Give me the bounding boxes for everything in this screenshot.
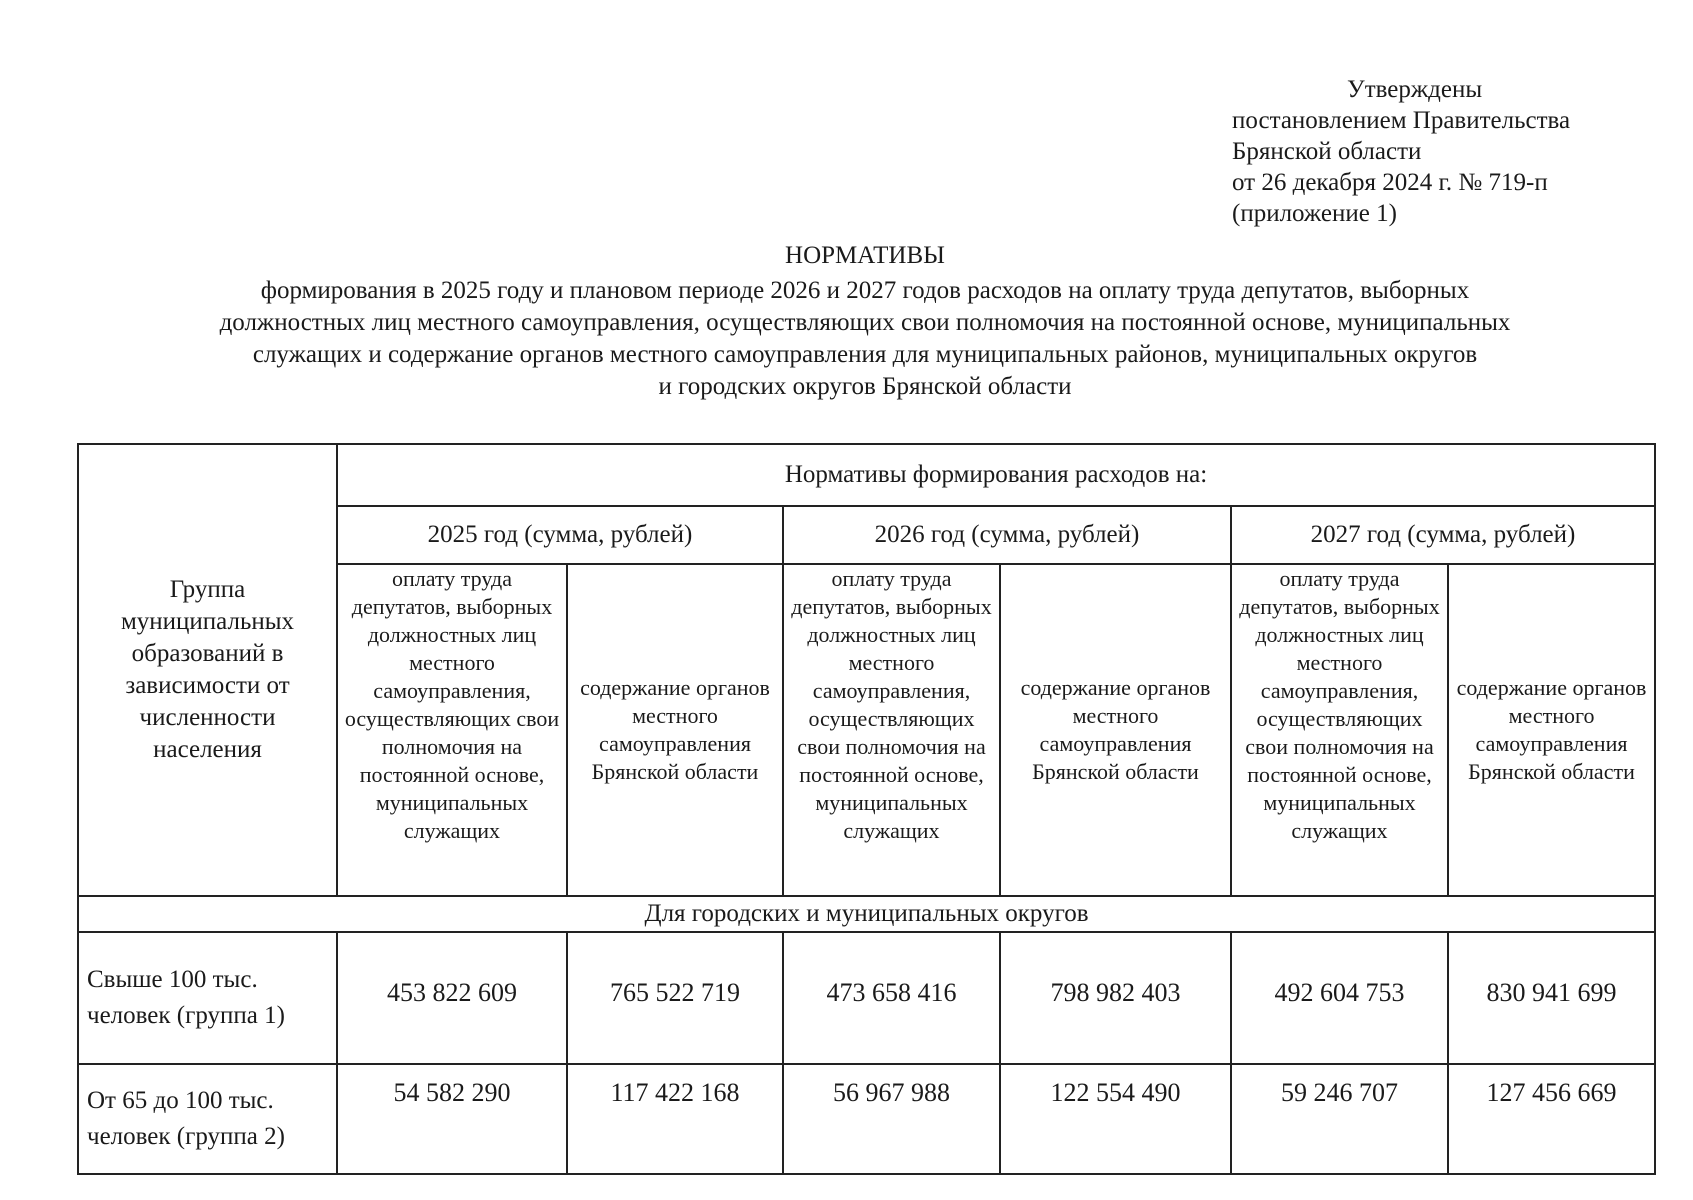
value-cell: 56 967 988	[783, 1064, 1000, 1174]
labor-header-2025: оплату труда депутатов, выборных должностных лиц местного самоуправления, осуществляющих свои полномочия на постоянной основе, муниципальных служащих	[337, 564, 567, 896]
value-cell: 117 422 168	[567, 1064, 783, 1174]
table-row	[78, 932, 1655, 1064]
group-header: Группа муниципальных образований в зависимости от численности населения	[78, 444, 337, 896]
maintenance-header-2025: содержание органов местного самоуправления Брянской области	[567, 564, 783, 896]
approval-line: Брянской области	[1232, 138, 1422, 165]
value-cell: 830 941 699	[1448, 932, 1655, 1064]
subtitle-line: и городских округов Брянской области	[658, 373, 1072, 400]
maintenance-header-2027: содержание органов местного самоуправления Брянской области	[1448, 564, 1655, 896]
value-cell: 59 246 707	[1231, 1064, 1448, 1174]
value-cell: 453 822 609	[337, 932, 567, 1064]
main-header: Нормативы формирования расходов на:	[337, 444, 1655, 506]
norms-table	[77, 443, 1656, 1175]
approval-date-line: от 26 декабря 2024 г. № 719-п	[1232, 169, 1548, 196]
table-row	[78, 1064, 1655, 1174]
value-cell: 798 982 403	[1000, 932, 1231, 1064]
approval-appendix-line: (приложение 1)	[1232, 200, 1397, 227]
value-cell: 122 554 490	[1000, 1064, 1231, 1174]
approval-block	[1232, 74, 1672, 229]
year-header-2026: 2026 год (сумма, рублей)	[783, 506, 1231, 564]
approval-line: постановлением Правительства	[1232, 107, 1571, 134]
maintenance-header-2026: содержание органов местного самоуправления Брянской области	[1000, 564, 1231, 896]
subtitle-line: должностных лиц местного самоуправления, осуществляющих свои полномочия на постоянной основе, муниципальных	[219, 309, 1511, 336]
subtitle-line: служащих и содержание органов местного самоуправления для муниципальных районов, муниципальных округов	[252, 341, 1478, 368]
labor-header-2026: оплату труда депутатов, выборных должностных лиц местного самоуправления, осуществляющих свои полномочия на постоянной основе, муниципальных служащих	[783, 564, 1000, 896]
year-header-2027: 2027 год (сумма, рублей)	[1231, 506, 1655, 564]
document-title: НОРМАТИВЫ	[785, 242, 945, 269]
group-label: От 65 до 100 тыс. человек (группа 2)	[78, 1064, 337, 1174]
value-cell: 127 456 669	[1448, 1064, 1655, 1174]
value-cell: 492 604 753	[1231, 932, 1448, 1064]
year-header-2025: 2025 год (сумма, рублей)	[337, 506, 783, 564]
group-label: Свыше 100 тыс. человек (группа 1)	[78, 932, 337, 1064]
value-cell: 765 522 719	[567, 932, 783, 1064]
value-cell: 473 658 416	[783, 932, 1000, 1064]
value-cell: 54 582 290	[337, 1064, 567, 1174]
subtitle-line: формирования в 2025 году и плановом периоде 2026 и 2027 годов расходов на оплату труда депутатов, выборных	[260, 277, 1470, 304]
section-header: Для городских и муниципальных округов	[78, 896, 1655, 932]
document-subtitle	[120, 275, 1610, 403]
labor-header-2027: оплату труда депутатов, выборных должностных лиц местного самоуправления, осуществляющих свои полномочия на постоянной основе, муниципальных служащих	[1231, 564, 1448, 896]
approval-line: Утверждены	[1347, 76, 1483, 103]
